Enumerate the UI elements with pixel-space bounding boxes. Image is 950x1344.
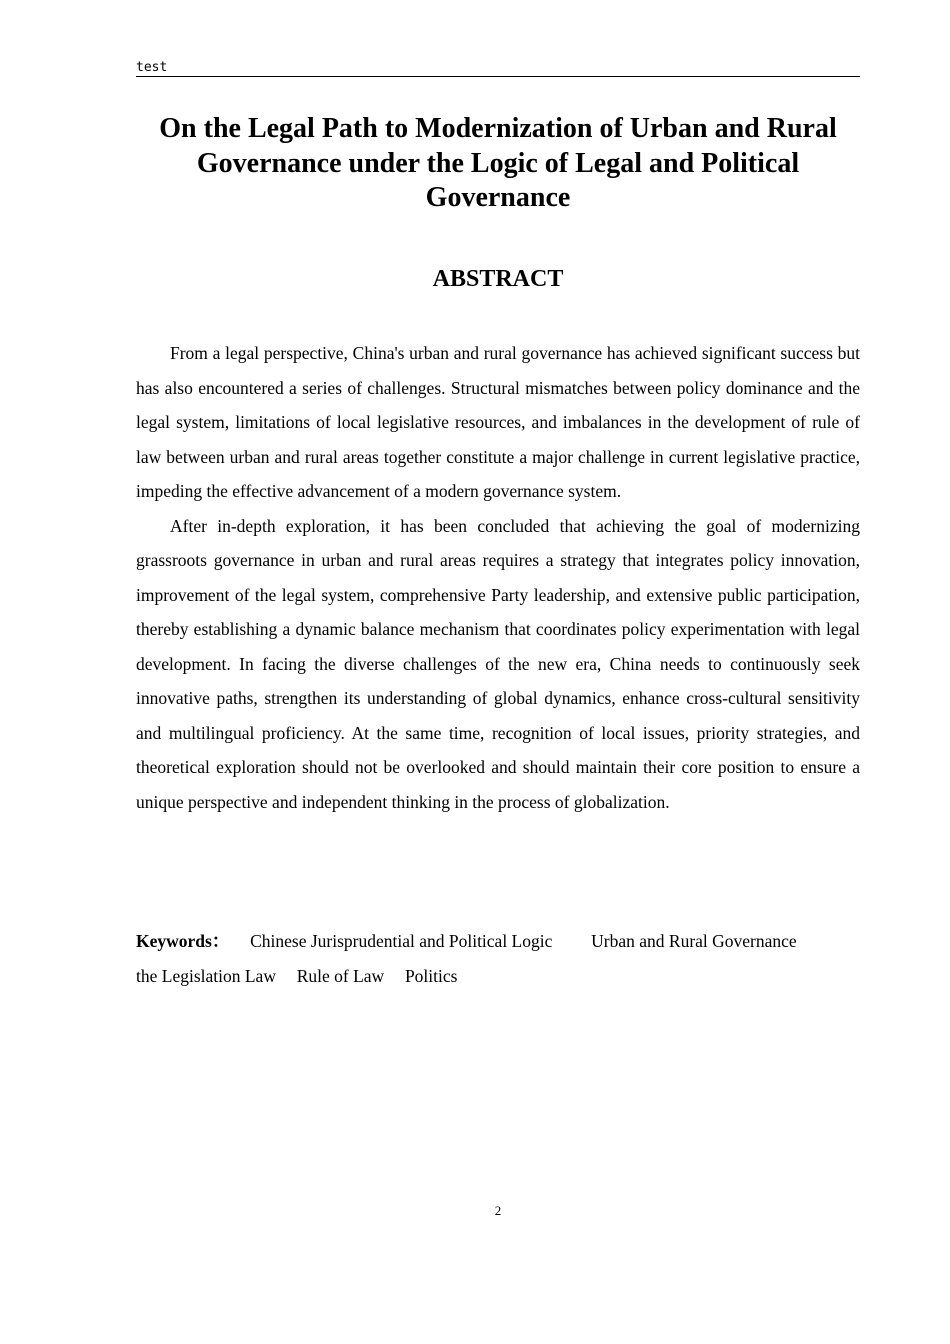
- document-title: On the Legal Path to Modernization of Urban and Rural Governance under the Logic of Legal and Political Governance: [159, 113, 837, 213]
- keyword-item: Politics: [404, 965, 458, 986]
- keyword-item: Chinese Jurisprudential and Political Logic: [250, 931, 553, 951]
- running-header: [136, 59, 860, 77]
- page-number: 2: [494, 1203, 502, 1218]
- keywords-label: Keywords：: [136, 931, 230, 951]
- abstract-heading: ABSTRACT: [432, 266, 564, 292]
- keywords-section: [136, 924, 860, 993]
- running-header-text: test: [136, 60, 168, 75]
- keyword-item: Rule of Law: [296, 965, 385, 986]
- keyword-item: Urban and Rural Governance: [591, 931, 797, 951]
- abstract-paragraph: From a legal perspective, China's urban and rural governance has achieved significant success but has also encountered a series of challenges. Structural mismatches between policy dominance and the legal system, limitations of local legislative resources, and imbalances in the development of rule of law between urban and rural areas together constitute a major challenge in current legislative practice, impeding the effective advancement of a modern governance system.: [136, 343, 860, 501]
- keyword-item: the Legislation Law: [136, 965, 276, 986]
- abstract-paragraph: After in-depth exploration, it has been concluded that achieving the goal of modernizing grassroots governance in urban and rural areas requires a strategy that integrates policy innovation, improvement of the legal system, comprehensive Party leadership, and extensive public participation, thereby establishing a dynamic balance mechanism that coordinates policy experimentation with legal development. In facing the diverse challenges of the new era, China needs to continuously seek innovative paths, strengthen its understanding of global dynamics, enhance cross-cultural sensitivity and multilingual proficiency. At the same time, recognition of local issues, priority strategies, and theoretical exploration should not be overlooked and should maintain their core position to ensure a unique perspective and independent thinking in the process of globalization.: [136, 515, 860, 812]
- abstract-body: [136, 336, 860, 819]
